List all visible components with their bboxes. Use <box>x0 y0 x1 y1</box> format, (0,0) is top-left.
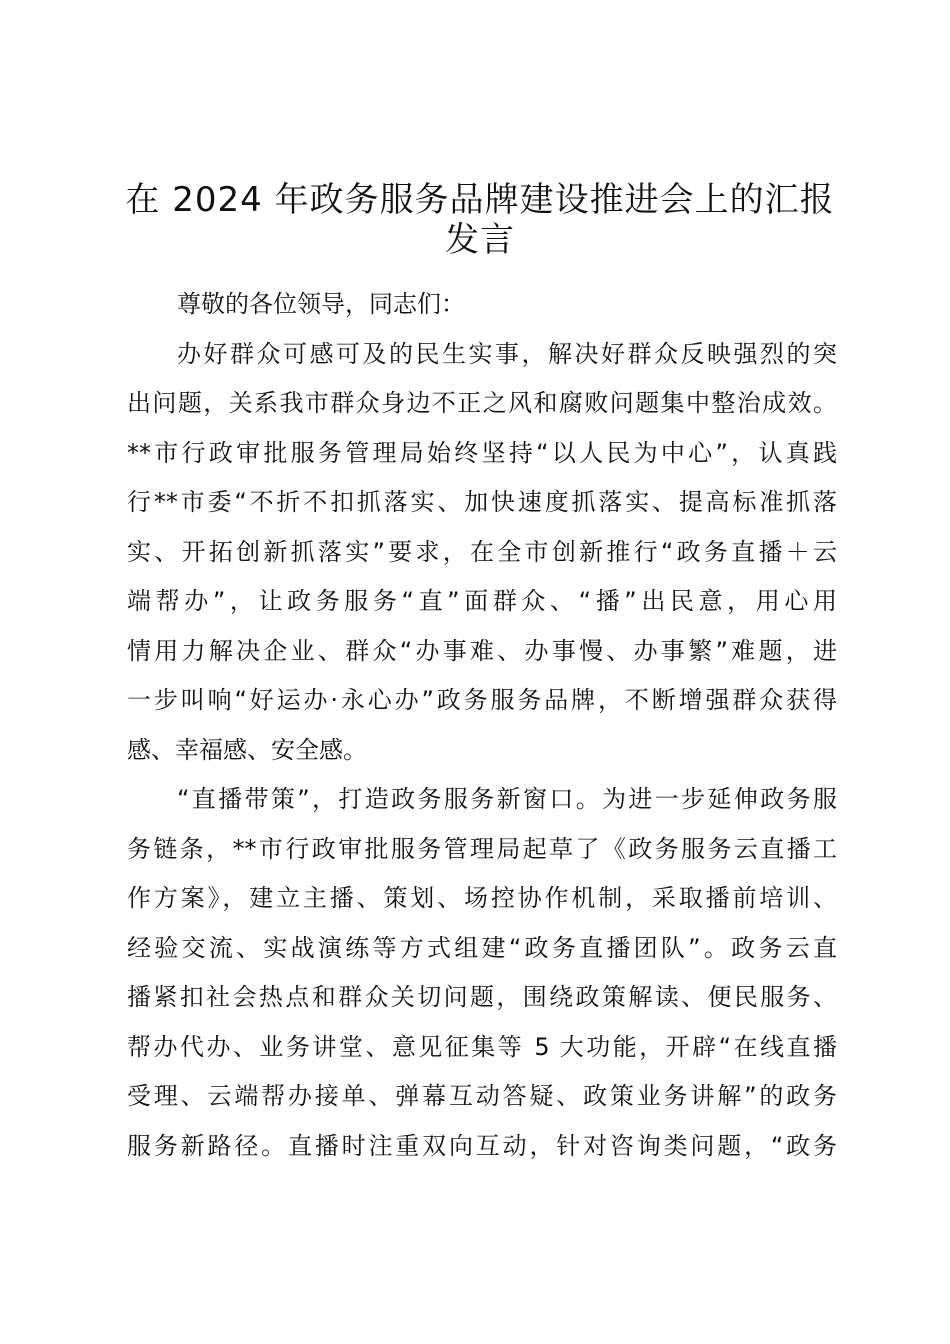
paragraph-line: 端帮办”，让政务服务“直”面群众、“播”出民意，用心用 <box>127 587 837 615</box>
title-line-2: 发言 <box>445 220 515 260</box>
paragraph-line: “直播带策”，打造政务服务新窗口。为进一步延伸政务服 <box>177 785 837 813</box>
paragraph-line: **市行政审批服务管理局始终坚持“以人民为中心”，认真践 <box>127 438 837 467</box>
paragraph-line: 服务新路径。直播时注重双向互动，针对咨询类问题，“政务 <box>127 1131 837 1160</box>
paragraph-2 <box>127 775 837 1171</box>
paragraph-line: 一步叫响“好运办·永心办”政务服务品牌，不断增强群众获得 <box>127 686 837 714</box>
paragraph-line: 情用力解决企业、群众“办事难、办事慢、办事繁”难题，进 <box>127 636 837 665</box>
paragraph-1 <box>127 330 837 776</box>
paragraph-line: 务链条，**市行政审批服务管理局起草了《政务服务云直播工 <box>127 834 837 863</box>
document-title <box>100 180 860 260</box>
paragraph-line: 受理、云端帮办接单、弹幕互动答疑、政策业务讲解”的政务 <box>127 1082 837 1110</box>
paragraph-line: 办好群众可感可及的民生实事，解决好群众反映强烈的突 <box>177 339 837 368</box>
paragraph-line: 实、开拓创新抓落实”要求，在全市创新推行“政务直播＋云 <box>127 537 837 566</box>
paragraph-line: 出问题，关系我市群众身边不正之风和腐败问题集中整治成效。 <box>127 389 837 417</box>
document-body <box>127 280 837 1171</box>
paragraph-line: 作方案》，建立主播、策划、场控协作机制，采取播前培训、 <box>127 884 837 912</box>
paragraph-line: 播紧扣社会热点和群众关切问题，围绕政策解读、便民服务、 <box>127 983 837 1011</box>
title-line-1: 在 2024 年政务服务品牌建设推进会上的汇报 <box>125 180 835 220</box>
paragraph-line: 行**市委“不折不扣抓落实、加快速度抓落实、提高标准抓落 <box>127 488 837 516</box>
salutation: 尊敬的各位领导，同志们： <box>177 290 465 318</box>
paragraph-line: 经验交流、实战演练等方式组建“政务直播团队”。政务云直 <box>127 933 837 962</box>
paragraph-line: 感、幸福感、安全感。 <box>127 735 367 764</box>
paragraph-line: 帮办代办、业务讲堂、意见征集等 5 大功能，开辟“在线直播 <box>127 1032 837 1061</box>
